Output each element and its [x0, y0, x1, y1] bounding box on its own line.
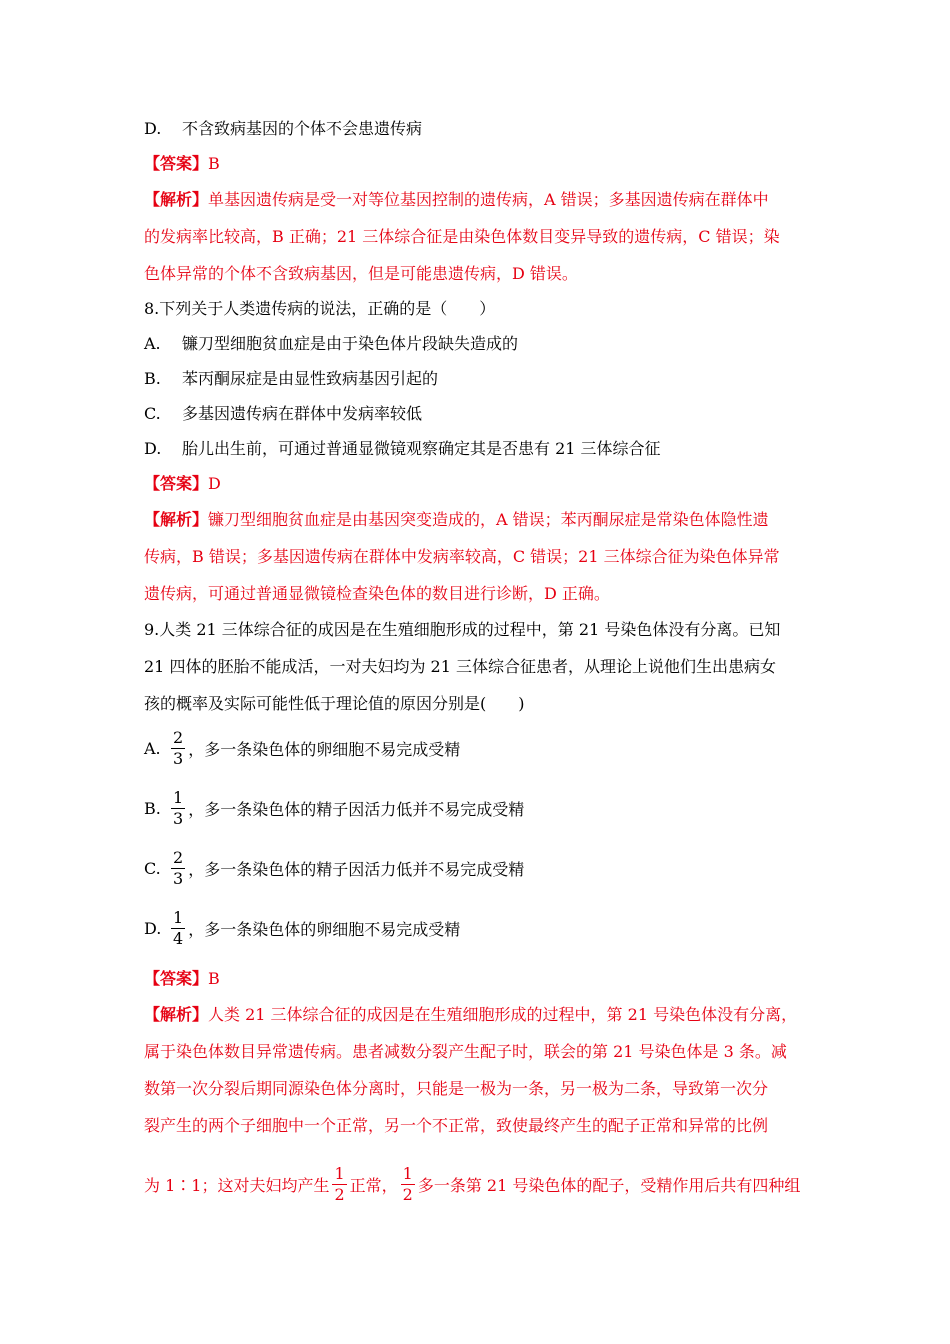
- answer-value: B: [208, 969, 220, 988]
- q7-analysis-line-3: 色体异常的个体不含致病基因，但是可能患遗传病，D 错误。: [144, 264, 578, 283]
- option-letter: D.: [144, 439, 162, 458]
- option-text: 苯丙酮尿症是由显性致病基因引起的: [182, 369, 439, 388]
- fraction-numerator: 1: [334, 1164, 345, 1183]
- q9-option-a: [144, 728, 460, 769]
- answer-label: 【答案】: [144, 474, 209, 493]
- q9-answer: [144, 968, 220, 990]
- q9-stem-line-3: 孩的概率及实际可能性低于理论值的原因分别是( ): [144, 694, 525, 713]
- option-letter: C.: [144, 859, 161, 878]
- analysis-text: 正常，: [349, 1176, 398, 1195]
- option-letter: C.: [144, 404, 161, 423]
- answer-label: 【答案】: [144, 969, 209, 988]
- option-letter: D.: [144, 919, 162, 938]
- q9-analysis-line-5: [144, 1164, 800, 1205]
- q9-analysis-line-3: 数第一次分裂后期同源染色体分离时，只能是一极为一条，另一极为二条，导致第一次分: [144, 1079, 769, 1098]
- q9-analysis-line-4: 裂产生的两个子细胞中一个正常，另一个不正常，致使最终产生的配子正常和异常的比例: [144, 1116, 769, 1135]
- option-letter: D.: [144, 119, 162, 138]
- q7-analysis-line-2: 的发病率比较高，B 正确；21 三体综合征是由染色体数目变异导致的遗传病，C 错误；染: [144, 227, 780, 246]
- fraction: [332, 1164, 346, 1205]
- q9-stem-line-1: 9.人类 21 三体综合征的成因是在生殖细胞形成的过程中，第 21 号染色体没有分离。已知: [144, 620, 781, 639]
- q8-answer: [144, 473, 221, 495]
- option-text: 镰刀型细胞贫血症是由于染色体片段缺失造成的: [182, 334, 519, 353]
- fraction: [171, 728, 185, 769]
- q7-answer: [144, 153, 220, 175]
- analysis-label: 【解析】: [144, 190, 209, 209]
- answer-value: D: [208, 474, 221, 493]
- answer-value: B: [208, 154, 220, 173]
- fraction-denominator: 4: [173, 929, 184, 948]
- option-letter: B.: [144, 799, 161, 818]
- analysis-label: 【解析】: [144, 510, 209, 529]
- answer-label: 【答案】: [144, 154, 209, 173]
- analysis-text: 单基因遗传病是受一对等位基因控制的遗传病，A 错误；多基因遗传病在群体中: [208, 190, 769, 209]
- option-text: ，多一条染色体的卵细胞不易完成受精: [188, 920, 461, 939]
- option-text: 不含致病基因的个体不会患遗传病: [182, 119, 423, 138]
- fraction: [171, 908, 185, 949]
- q9-analysis-line-1: [144, 1004, 797, 1026]
- option-letter: B.: [144, 369, 161, 388]
- q9-option-b: [144, 788, 524, 829]
- option-letter: A.: [144, 739, 161, 758]
- fraction: [401, 1164, 415, 1205]
- q8-analysis-line-1: [144, 509, 769, 531]
- q9-option-c: [144, 848, 524, 889]
- fraction: [171, 848, 185, 889]
- q9-analysis-line-2: 属于染色体数目异常遗传病。患者减数分裂产生配子时，联会的第 21 号染色体是 3 条。减: [144, 1042, 787, 1061]
- analysis-text: 为 1∶1；这对夫妇均产生: [144, 1176, 330, 1195]
- option-text: ，多一条染色体的卵细胞不易完成受精: [188, 740, 461, 759]
- q8-option-c: [144, 403, 422, 425]
- fraction-denominator: 2: [334, 1185, 345, 1204]
- q8-option-a: [144, 333, 518, 355]
- option-text: ，多一条染色体的精子因活力低并不易完成受精: [188, 800, 525, 819]
- q8-stem: 8.下列关于人类遗传病的说法，正确的是（ ）: [144, 299, 496, 318]
- option-text: 胎儿出生前，可通过普通显微镜观察确定其是否患有 21 三体综合征: [182, 439, 661, 458]
- option-text: ，多一条染色体的精子因活力低并不易完成受精: [188, 860, 525, 879]
- fraction: [171, 788, 185, 829]
- fraction-numerator: 2: [173, 848, 184, 867]
- q9-stem-line-2: 21 四体的胚胎不能成活，一对夫妇均为 21 三体综合征患者，从理论上说他们生出患病女: [144, 657, 776, 676]
- fraction-numerator: 1: [402, 1164, 413, 1183]
- option-text: 多基因遗传病在群体中发病率较低: [182, 404, 423, 423]
- q9-option-d: [144, 908, 460, 949]
- fraction-numerator: 1: [173, 788, 184, 807]
- q8-option-d: [144, 438, 661, 460]
- fraction-numerator: 2: [173, 728, 184, 747]
- q8-analysis-line-3: 遗传病，可通过普通显微镜检查染色体的数目进行诊断，D 正确。: [144, 584, 610, 603]
- analysis-text: 镰刀型细胞贫血症是由基因突变造成的，A 错误；苯丙酮尿症是常染色体隐性遗: [208, 510, 769, 529]
- fraction-denominator: 2: [402, 1185, 413, 1204]
- analysis-text: 人类 21 三体综合征的成因是在生殖细胞形成的过程中，第 21 号染色体没有分离，: [208, 1005, 798, 1024]
- q8-analysis-line-2: 传病，B 错误；多基因遗传病在群体中发病率较高，C 错误；21 三体综合征为染色体异常: [144, 547, 780, 566]
- fraction-denominator: 3: [173, 869, 184, 888]
- analysis-label: 【解析】: [144, 1005, 209, 1024]
- q7-option-d: [144, 118, 422, 140]
- analysis-text: 多一条第 21 号染色体的配子，受精作用后共有四种组: [417, 1176, 801, 1195]
- fraction-numerator: 1: [173, 908, 184, 927]
- fraction-denominator: 3: [173, 809, 184, 828]
- option-letter: A.: [144, 334, 161, 353]
- fraction-denominator: 3: [173, 749, 184, 768]
- q7-analysis-line-1: [144, 189, 769, 211]
- q8-option-b: [144, 368, 438, 390]
